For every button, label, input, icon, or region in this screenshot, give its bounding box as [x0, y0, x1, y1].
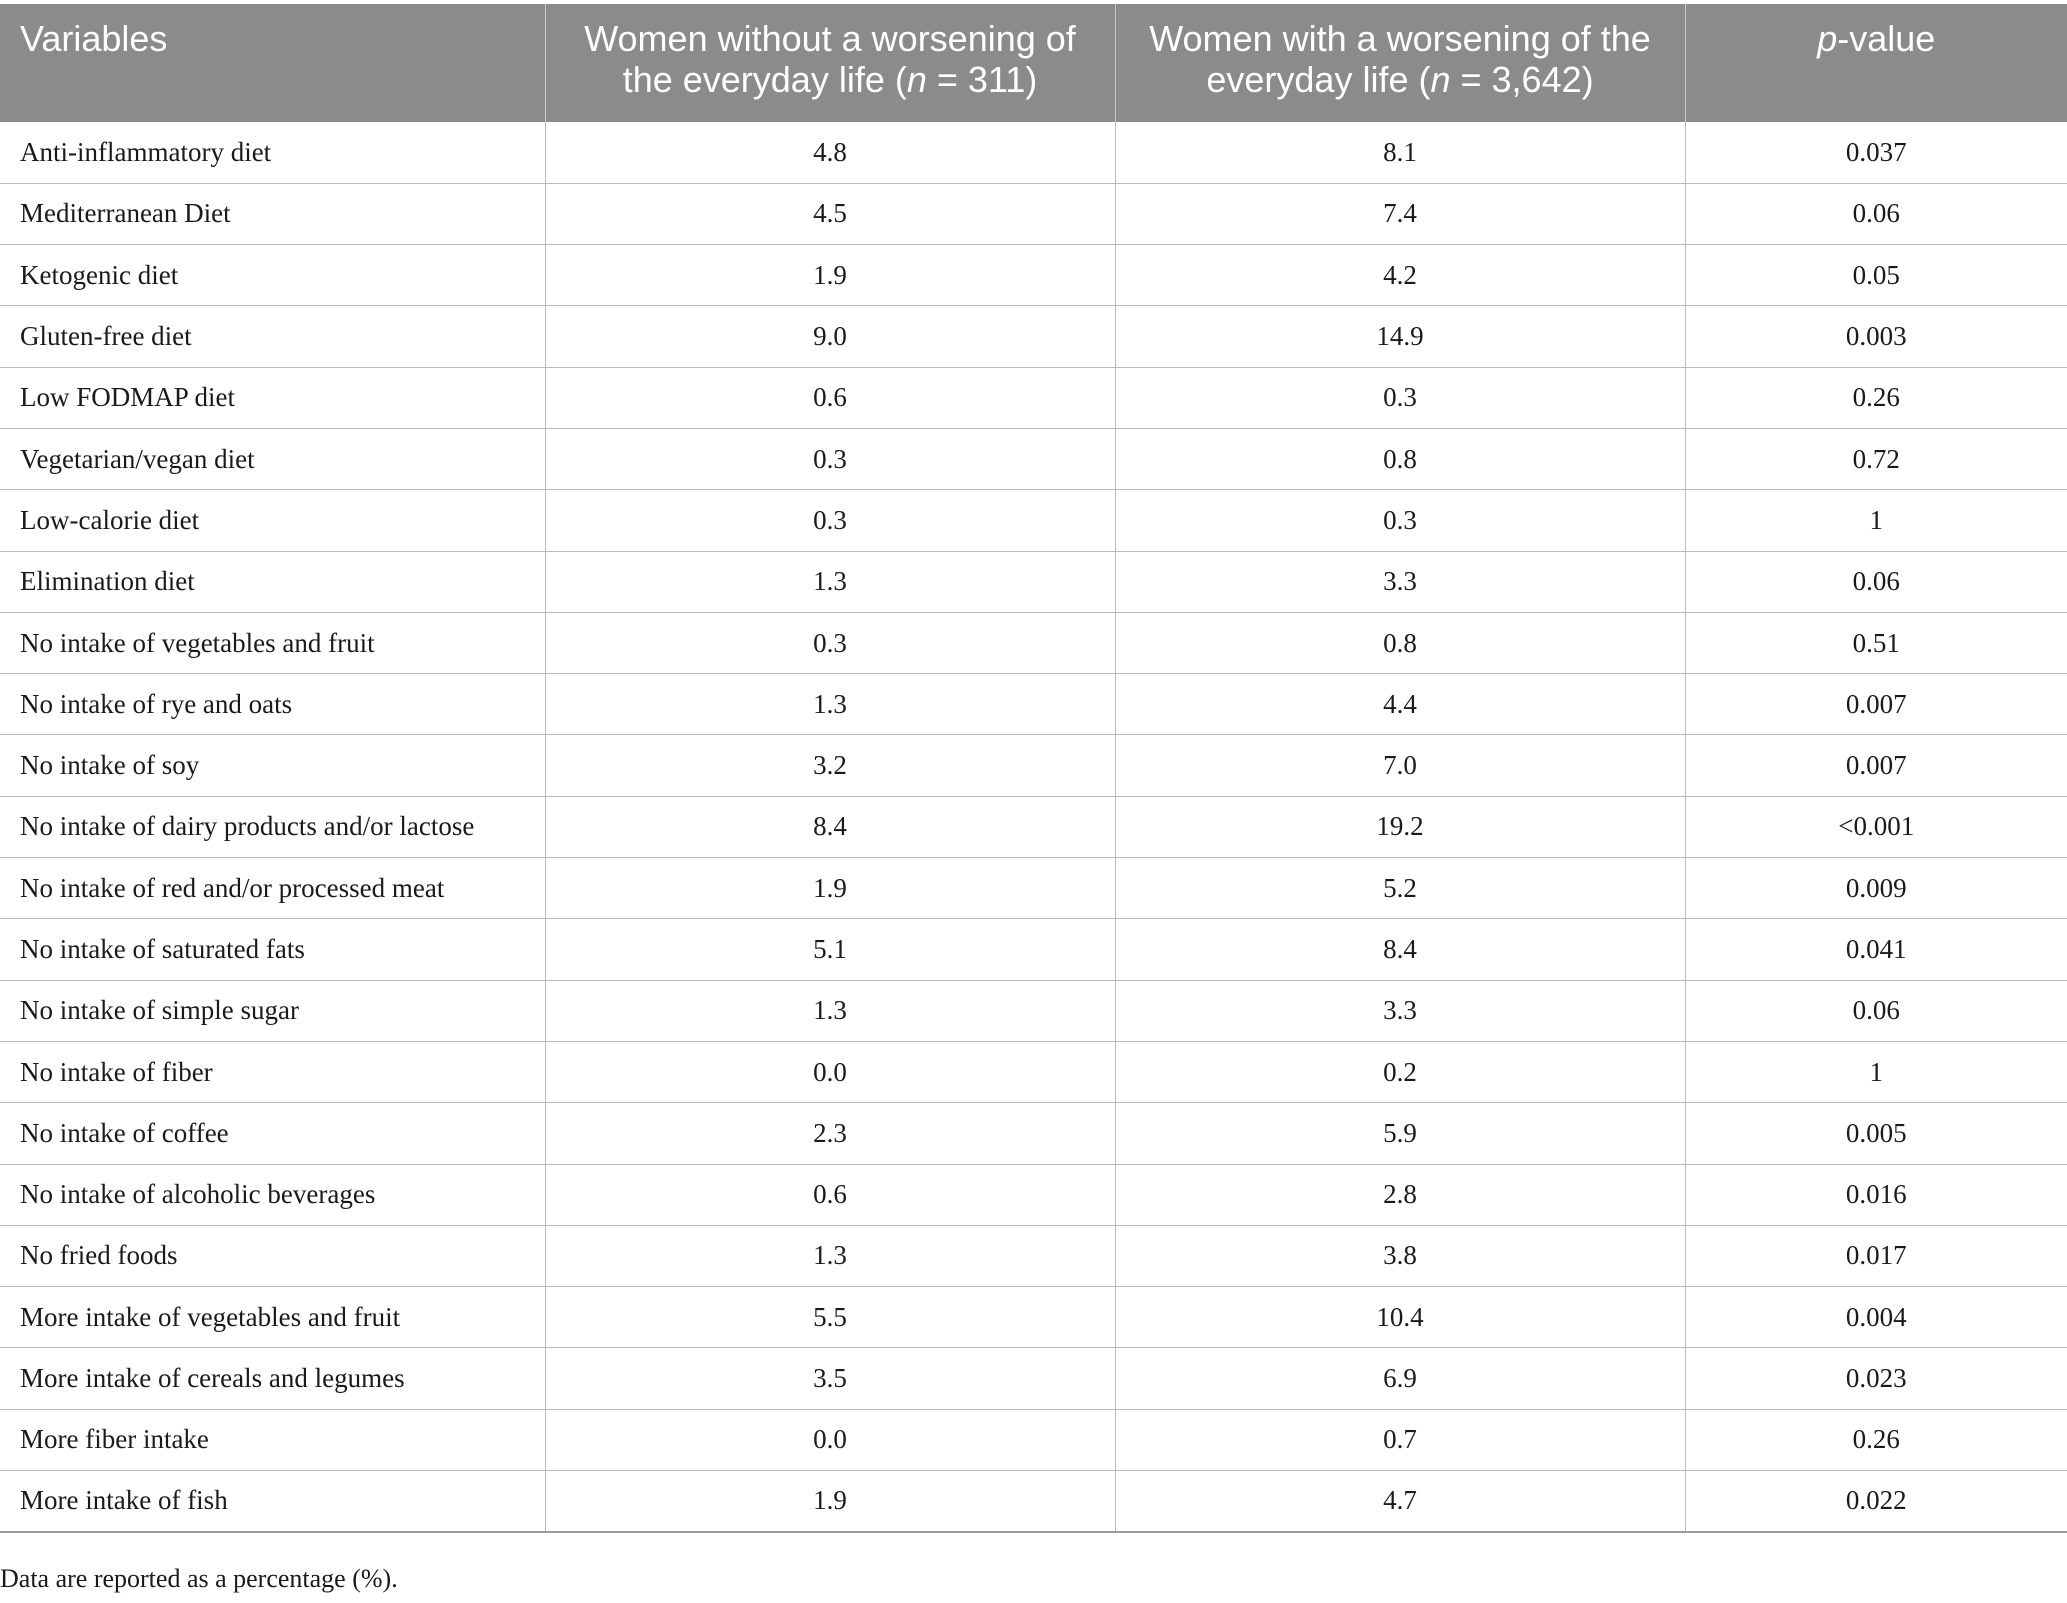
cell-variable: More intake of cereals and legumes [0, 1348, 545, 1409]
cell-without-worsening: 4.5 [545, 183, 1115, 244]
table-row [0, 1103, 2067, 1164]
cell-variable: Anti-inflammatory diet [0, 122, 545, 183]
cell-with-worsening: 19.2 [1115, 796, 1685, 857]
cell-with-worsening: 4.7 [1115, 1471, 1685, 1532]
cell-without-worsening: 1.9 [545, 245, 1115, 306]
cell-without-worsening: 0.3 [545, 428, 1115, 489]
cell-variable: No fried foods [0, 1225, 545, 1286]
table-row [0, 735, 2067, 796]
header-p-value: p-value [1685, 4, 2067, 122]
table-row [0, 1287, 2067, 1348]
cell-with-worsening: 0.3 [1115, 490, 1685, 551]
table-row [0, 796, 2067, 857]
cell-without-worsening: 0.0 [545, 1409, 1115, 1470]
table-row [0, 1348, 2067, 1409]
cell-with-worsening: 4.2 [1115, 245, 1685, 306]
table-header-row [0, 4, 2067, 122]
cell-with-worsening: 10.4 [1115, 1287, 1685, 1348]
cell-with-worsening: 3.3 [1115, 980, 1685, 1041]
cell-variable: Ketogenic diet [0, 245, 545, 306]
cell-variable: Low FODMAP diet [0, 367, 545, 428]
diet-comparison-table [0, 4, 2067, 1533]
cell-p-value: 0.041 [1685, 919, 2067, 980]
table-row [0, 1225, 2067, 1286]
cell-variable: No intake of rye and oats [0, 674, 545, 735]
cell-p-value: 0.007 [1685, 674, 2067, 735]
cell-with-worsening: 5.2 [1115, 858, 1685, 919]
cell-with-worsening: 2.8 [1115, 1164, 1685, 1225]
cell-without-worsening: 0.6 [545, 1164, 1115, 1225]
cell-variable: More intake of vegetables and fruit [0, 1287, 545, 1348]
cell-with-worsening: 8.1 [1115, 122, 1685, 183]
cell-p-value: 0.023 [1685, 1348, 2067, 1409]
cell-without-worsening: 3.2 [545, 735, 1115, 796]
table-row [0, 674, 2067, 735]
cell-without-worsening: 0.3 [545, 490, 1115, 551]
cell-variable: Vegetarian/vegan diet [0, 428, 545, 489]
cell-variable: Elimination diet [0, 551, 545, 612]
cell-with-worsening: 0.7 [1115, 1409, 1685, 1470]
cell-with-worsening: 5.9 [1115, 1103, 1685, 1164]
table-row [0, 551, 2067, 612]
cell-without-worsening: 1.3 [545, 674, 1115, 735]
cell-without-worsening: 1.3 [545, 980, 1115, 1041]
cell-without-worsening: 1.9 [545, 1471, 1115, 1532]
cell-p-value: 0.007 [1685, 735, 2067, 796]
header-without-worsening: Women without a worsening of the everyday life (n = 311) [545, 4, 1115, 122]
cell-variable: No intake of soy [0, 735, 545, 796]
cell-variable: No intake of simple sugar [0, 980, 545, 1041]
cell-variable: More intake of fish [0, 1471, 545, 1532]
cell-variable: No intake of fiber [0, 1041, 545, 1102]
table-row [0, 980, 2067, 1041]
cell-with-worsening: 8.4 [1115, 919, 1685, 980]
cell-p-value: 0.009 [1685, 858, 2067, 919]
table-row [0, 1409, 2067, 1470]
cell-p-value: 0.016 [1685, 1164, 2067, 1225]
table-row [0, 490, 2067, 551]
cell-p-value: 1 [1685, 1041, 2067, 1102]
cell-with-worsening: 3.8 [1115, 1225, 1685, 1286]
table-row [0, 919, 2067, 980]
cell-p-value: <0.001 [1685, 796, 2067, 857]
cell-without-worsening: 0.0 [545, 1041, 1115, 1102]
cell-with-worsening: 7.0 [1115, 735, 1685, 796]
cell-variable: No intake of vegetables and fruit [0, 612, 545, 673]
cell-variable: No intake of alcoholic beverages [0, 1164, 545, 1225]
cell-p-value: 0.06 [1685, 551, 2067, 612]
cell-p-value: 0.005 [1685, 1103, 2067, 1164]
cell-with-worsening: 7.4 [1115, 183, 1685, 244]
cell-variable: No intake of dairy products and/or lactose [0, 796, 545, 857]
cell-variable: Gluten-free diet [0, 306, 545, 367]
cell-without-worsening: 3.5 [545, 1348, 1115, 1409]
header-variables: Variables [0, 4, 545, 122]
cell-p-value: 0.26 [1685, 1409, 2067, 1470]
table-row [0, 1471, 2067, 1532]
cell-without-worsening: 5.5 [545, 1287, 1115, 1348]
cell-p-value: 0.06 [1685, 183, 2067, 244]
table-footnote: Data are reported as a percentage (%). [0, 1564, 398, 1593]
table-body [0, 122, 2067, 1532]
cell-without-worsening: 1.3 [545, 551, 1115, 612]
cell-with-worsening: 0.8 [1115, 428, 1685, 489]
table-row [0, 612, 2067, 673]
cell-variable: No intake of coffee [0, 1103, 545, 1164]
cell-p-value: 0.037 [1685, 122, 2067, 183]
table-row [0, 122, 2067, 183]
table-row [0, 367, 2067, 428]
cell-without-worsening: 4.8 [545, 122, 1115, 183]
table-row [0, 183, 2067, 244]
cell-p-value: 0.51 [1685, 612, 2067, 673]
cell-without-worsening: 1.9 [545, 858, 1115, 919]
cell-variable: No intake of red and/or processed meat [0, 858, 545, 919]
cell-p-value: 0.022 [1685, 1471, 2067, 1532]
cell-variable: No intake of saturated fats [0, 919, 545, 980]
cell-without-worsening: 8.4 [545, 796, 1115, 857]
cell-p-value: 0.26 [1685, 367, 2067, 428]
cell-without-worsening: 0.6 [545, 367, 1115, 428]
cell-without-worsening: 0.3 [545, 612, 1115, 673]
cell-variable: Low-calorie diet [0, 490, 545, 551]
cell-without-worsening: 9.0 [545, 306, 1115, 367]
cell-variable: Mediterranean Diet [0, 183, 545, 244]
cell-with-worsening: 4.4 [1115, 674, 1685, 735]
cell-with-worsening: 14.9 [1115, 306, 1685, 367]
cell-with-worsening: 0.8 [1115, 612, 1685, 673]
cell-p-value: 0.06 [1685, 980, 2067, 1041]
cell-p-value: 0.017 [1685, 1225, 2067, 1286]
table-row [0, 1164, 2067, 1225]
header-with-worsening: Women with a worsening of the everyday life (n = 3,642) [1115, 4, 1685, 122]
table-row [0, 428, 2067, 489]
cell-p-value: 0.004 [1685, 1287, 2067, 1348]
table-row [0, 858, 2067, 919]
cell-without-worsening: 1.3 [545, 1225, 1115, 1286]
cell-without-worsening: 5.1 [545, 919, 1115, 980]
cell-with-worsening: 3.3 [1115, 551, 1685, 612]
table-row [0, 245, 2067, 306]
cell-with-worsening: 6.9 [1115, 1348, 1685, 1409]
table-row [0, 306, 2067, 367]
table-row [0, 1041, 2067, 1102]
cell-with-worsening: 0.2 [1115, 1041, 1685, 1102]
cell-with-worsening: 0.3 [1115, 367, 1685, 428]
cell-without-worsening: 2.3 [545, 1103, 1115, 1164]
cell-p-value: 0.003 [1685, 306, 2067, 367]
cell-p-value: 0.05 [1685, 245, 2067, 306]
cell-variable: More fiber intake [0, 1409, 545, 1470]
cell-p-value: 0.72 [1685, 428, 2067, 489]
cell-p-value: 1 [1685, 490, 2067, 551]
